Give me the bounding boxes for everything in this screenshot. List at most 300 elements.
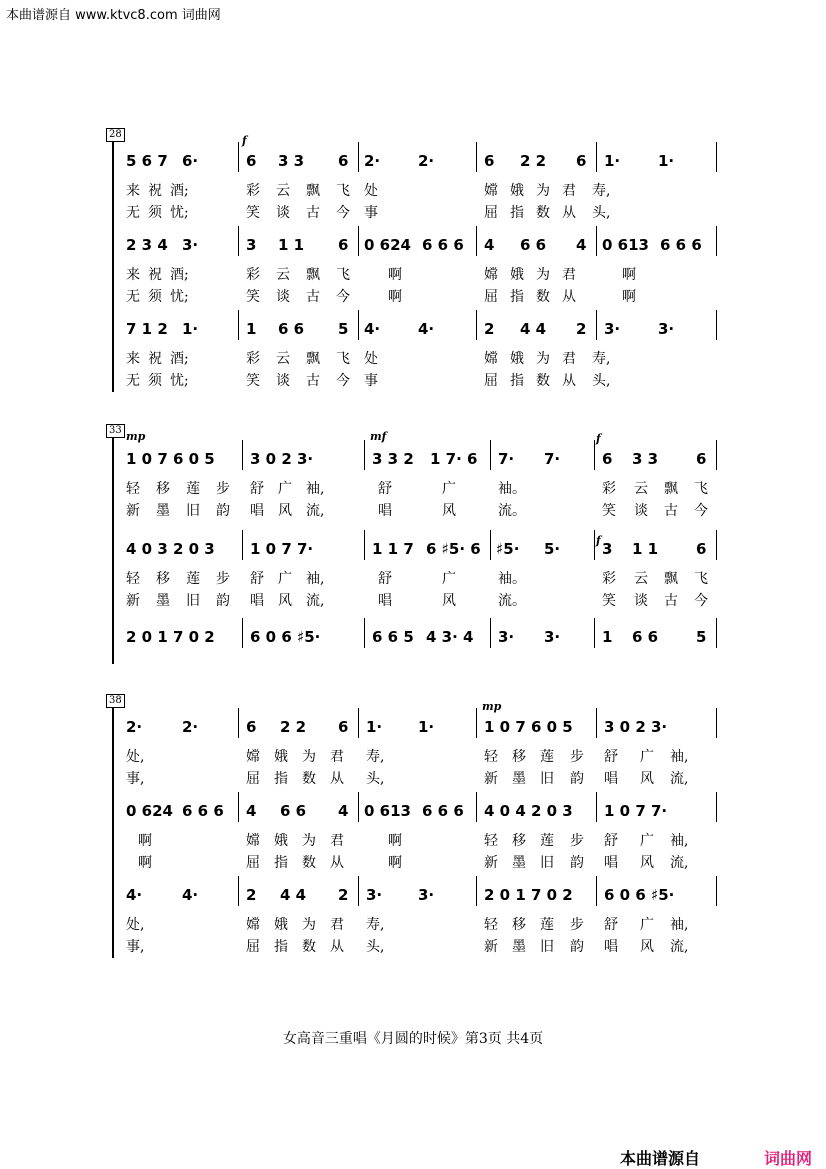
lyric-char: 风 bbox=[640, 939, 654, 955]
note-group: 2 bbox=[576, 320, 587, 338]
dynamic-marking: mp bbox=[126, 430, 146, 443]
barline bbox=[596, 142, 597, 172]
lyric-char: 风 bbox=[278, 593, 292, 609]
note-group: 3· bbox=[658, 320, 675, 338]
lyric-char: 祝 bbox=[148, 267, 162, 283]
lyric-char: 新 bbox=[126, 503, 140, 519]
note-group: 4 4 bbox=[280, 886, 307, 904]
lyric-char: 处 bbox=[364, 351, 378, 367]
lyric-char: 数 bbox=[536, 205, 550, 221]
lyric-char: 彩 bbox=[602, 571, 616, 587]
note-group: 2 2 bbox=[280, 718, 307, 736]
system-bracket bbox=[108, 438, 122, 664]
barline bbox=[238, 142, 239, 172]
lyric-char: 风 bbox=[640, 771, 654, 787]
lyric-char: 娥 bbox=[510, 183, 524, 199]
note-group: 1 0 7 6 0 5 bbox=[484, 718, 573, 736]
note-group: 4 4 bbox=[520, 320, 547, 338]
voice-2-lyrics-1 bbox=[126, 830, 726, 848]
lyric-char: 酒; bbox=[170, 267, 189, 283]
lyric-char: 数 bbox=[302, 855, 316, 871]
lyric-char: 轻 bbox=[126, 571, 140, 587]
lyric-char: 嫦 bbox=[484, 267, 498, 283]
lyric-char: 君 bbox=[562, 183, 576, 199]
barline bbox=[238, 708, 239, 738]
lyric-char: 飞 bbox=[694, 481, 708, 497]
system-3 bbox=[108, 694, 720, 964]
barline bbox=[364, 440, 365, 470]
lyric-char: 啊 bbox=[388, 833, 402, 849]
lyric-char: 啊 bbox=[622, 289, 636, 305]
lyric-char: 飞 bbox=[694, 571, 708, 587]
voice-2-lyrics-1 bbox=[126, 264, 726, 282]
lyric-char: 娥 bbox=[274, 917, 288, 933]
lyric-char: 事 bbox=[364, 205, 378, 221]
barline bbox=[490, 618, 491, 648]
lyric-char: 寿, bbox=[366, 917, 385, 933]
lyric-char: 屈 bbox=[484, 205, 498, 221]
voice-1-lyrics-2 bbox=[126, 500, 726, 518]
lyric-char: 新 bbox=[126, 593, 140, 609]
note-group: 3· bbox=[182, 236, 199, 254]
lyric-char: 旧 bbox=[540, 939, 554, 955]
barline bbox=[238, 226, 239, 256]
lyric-char: 君 bbox=[562, 351, 576, 367]
voice-1-lyrics-1 bbox=[126, 746, 726, 764]
lyric-char: 从 bbox=[562, 373, 576, 389]
lyric-char: 祝 bbox=[148, 183, 162, 199]
lyric-char: 广 bbox=[640, 833, 654, 849]
lyric-char: 啊 bbox=[622, 267, 636, 283]
lyric-char: 莲 bbox=[186, 571, 200, 587]
voice-2-lyrics-2 bbox=[126, 852, 726, 870]
lyric-char: 彩 bbox=[602, 481, 616, 497]
lyric-char: 舒 bbox=[604, 917, 618, 933]
barline bbox=[594, 530, 595, 560]
lyric-char: 步 bbox=[570, 917, 584, 933]
note-group: 0 613 bbox=[364, 802, 411, 820]
lyric-char: 飞 bbox=[336, 351, 350, 367]
barline bbox=[358, 876, 359, 906]
lyric-char: 君 bbox=[330, 833, 344, 849]
note-group: 6 bbox=[576, 152, 587, 170]
barline bbox=[238, 310, 239, 340]
lyric-char: 谈 bbox=[276, 205, 290, 221]
lyric-char: 从 bbox=[330, 855, 344, 871]
note-group: 3· bbox=[604, 320, 621, 338]
lyric-char: 屈 bbox=[246, 771, 260, 787]
note-group: 6 6 6 bbox=[660, 236, 702, 254]
lyric-char: 袖, bbox=[306, 481, 325, 497]
note-group: 6 6 5 bbox=[372, 628, 414, 646]
note-group: 2 bbox=[246, 886, 257, 904]
lyric-char: 舒 bbox=[250, 481, 264, 497]
lyric-char: 舒 bbox=[604, 749, 618, 765]
lyric-char: 唱 bbox=[604, 939, 618, 955]
lyric-char: 步 bbox=[216, 481, 230, 497]
barline bbox=[476, 876, 477, 906]
lyric-char: 墨 bbox=[512, 939, 526, 955]
note-group: 1 0 7 6 0 5 bbox=[126, 450, 215, 468]
lyric-char: 事 bbox=[364, 373, 378, 389]
lyric-char: 风 bbox=[442, 593, 456, 609]
note-group: 3· bbox=[498, 628, 515, 646]
page-caption: 女高音三重唱《月圆的时候》第3页 共4页 bbox=[282, 1031, 544, 1047]
lyric-char: 从 bbox=[562, 289, 576, 305]
lyric-char: 啊 bbox=[388, 855, 402, 871]
system-2 bbox=[108, 424, 720, 664]
barline bbox=[716, 440, 717, 470]
lyric-char: 指 bbox=[510, 205, 524, 221]
note-group: 6 bbox=[246, 718, 257, 736]
note-group: 1 0 7 7· bbox=[250, 540, 314, 558]
voice-2-notes bbox=[126, 540, 720, 562]
barline bbox=[716, 142, 717, 172]
note-group: 0 624 bbox=[364, 236, 411, 254]
lyric-char: 指 bbox=[510, 373, 524, 389]
lyric-char: 谈 bbox=[276, 289, 290, 305]
lyric-char: 袖, bbox=[670, 917, 689, 933]
lyric-char: 啊 bbox=[388, 267, 402, 283]
lyric-char: 飘 bbox=[664, 481, 678, 497]
note-group: 6 bbox=[338, 152, 349, 170]
lyric-char: 唱 bbox=[604, 771, 618, 787]
lyric-char: 新 bbox=[484, 771, 498, 787]
lyric-char: 来 bbox=[126, 351, 140, 367]
lyric-char: 风 bbox=[442, 503, 456, 519]
lyric-char: 为 bbox=[302, 749, 316, 765]
watermark-right: 词曲网 bbox=[764, 1149, 813, 1168]
lyric-char: 流。 bbox=[498, 593, 526, 609]
dynamic-marking: f bbox=[596, 432, 601, 445]
barline bbox=[242, 530, 243, 560]
note-group: 3 0 2 3· bbox=[604, 718, 668, 736]
lyric-char: 步 bbox=[570, 749, 584, 765]
lyric-char: 广 bbox=[278, 481, 292, 497]
lyric-char: 从 bbox=[330, 771, 344, 787]
note-group: 1· bbox=[658, 152, 675, 170]
note-group: 2 2 bbox=[520, 152, 547, 170]
lyric-char: 古 bbox=[306, 373, 320, 389]
note-group: 1 1 bbox=[632, 540, 659, 558]
barline bbox=[238, 792, 239, 822]
note-group: 2 0 1 7 0 2 bbox=[126, 628, 215, 646]
lyric-char: 广 bbox=[442, 481, 456, 497]
lyric-char: 君 bbox=[562, 267, 576, 283]
lyric-char: 流, bbox=[306, 593, 325, 609]
lyric-char: 飞 bbox=[336, 267, 350, 283]
note-group: 3 3 bbox=[632, 450, 659, 468]
dynamic-marking: f bbox=[596, 534, 601, 547]
lyric-char: 唱 bbox=[378, 593, 392, 609]
lyric-char: 忧; bbox=[170, 373, 189, 389]
note-group: 1 7· 6 bbox=[430, 450, 478, 468]
note-group: 3 3 2 bbox=[372, 450, 414, 468]
lyric-char: 头, bbox=[366, 939, 385, 955]
note-group: 6 6 6 bbox=[182, 802, 224, 820]
note-group: 3 0 2 3· bbox=[250, 450, 314, 468]
system-bracket bbox=[108, 708, 122, 958]
lyric-char: 娥 bbox=[510, 267, 524, 283]
note-group: 6 bbox=[602, 450, 613, 468]
lyric-char: 谈 bbox=[634, 503, 648, 519]
note-group: 1· bbox=[366, 718, 383, 736]
note-group: 6 bbox=[246, 152, 257, 170]
barline bbox=[364, 618, 365, 648]
lyric-char: 云 bbox=[276, 351, 290, 367]
barline bbox=[594, 440, 595, 470]
lyric-char: 嫦 bbox=[246, 917, 260, 933]
note-group: 6 bbox=[484, 152, 495, 170]
lyric-char: 云 bbox=[634, 481, 648, 497]
note-group: 1· bbox=[604, 152, 621, 170]
lyric-char: 须 bbox=[148, 205, 162, 221]
barline bbox=[358, 792, 359, 822]
lyric-char: 从 bbox=[562, 205, 576, 221]
voice-3-notes bbox=[126, 628, 720, 650]
note-group: 2· bbox=[418, 152, 435, 170]
note-group: 7 1 2 bbox=[126, 320, 168, 338]
lyric-char: 头, bbox=[592, 373, 611, 389]
lyric-char: 轻 bbox=[484, 833, 498, 849]
barline bbox=[596, 792, 597, 822]
barline bbox=[716, 876, 717, 906]
lyric-char: 墨 bbox=[512, 855, 526, 871]
lyric-char: 笑 bbox=[246, 373, 260, 389]
note-group: 6 6 6 bbox=[422, 802, 464, 820]
lyric-char: 来 bbox=[126, 183, 140, 199]
barline bbox=[476, 708, 477, 738]
note-group: 5 6 7 bbox=[126, 152, 168, 170]
barline bbox=[596, 310, 597, 340]
lyric-char: 流, bbox=[670, 855, 689, 871]
barline bbox=[476, 142, 477, 172]
lyric-char: 墨 bbox=[512, 771, 526, 787]
lyric-char: 韵 bbox=[570, 855, 584, 871]
lyric-char: 数 bbox=[302, 771, 316, 787]
lyric-char: 娥 bbox=[510, 351, 524, 367]
note-group: 0 613 bbox=[602, 236, 649, 254]
lyric-char: 袖。 bbox=[498, 481, 526, 497]
voice-1-notes bbox=[126, 152, 720, 174]
note-group: 2· bbox=[364, 152, 381, 170]
note-group: 4 bbox=[484, 236, 495, 254]
lyric-char: 指 bbox=[274, 771, 288, 787]
lyric-char: 新 bbox=[484, 939, 498, 955]
voice-1-notes bbox=[126, 718, 720, 740]
barline bbox=[476, 226, 477, 256]
barline bbox=[476, 792, 477, 822]
lyric-char: 指 bbox=[274, 855, 288, 871]
measure-number: 28 bbox=[106, 128, 125, 142]
lyric-char: 笑 bbox=[602, 503, 616, 519]
lyric-char: 处 bbox=[364, 183, 378, 199]
lyric-char: 云 bbox=[276, 267, 290, 283]
note-group: 4· bbox=[418, 320, 435, 338]
lyric-char: 寿, bbox=[592, 351, 611, 367]
lyric-char: 古 bbox=[664, 503, 678, 519]
lyric-char: 无 bbox=[126, 205, 140, 221]
lyric-char: 飞 bbox=[336, 183, 350, 199]
note-group: 6 6 bbox=[280, 802, 307, 820]
lyric-char: 飘 bbox=[306, 267, 320, 283]
lyric-char: 笑 bbox=[246, 205, 260, 221]
lyric-char: 嫦 bbox=[484, 351, 498, 367]
lyric-char: 寿, bbox=[592, 183, 611, 199]
barline bbox=[716, 530, 717, 560]
barline bbox=[716, 792, 717, 822]
lyric-char: 移 bbox=[512, 749, 526, 765]
lyric-char: 莲 bbox=[540, 917, 554, 933]
lyric-char: 彩 bbox=[246, 351, 260, 367]
barline bbox=[716, 226, 717, 256]
barline bbox=[358, 708, 359, 738]
note-group: ♯5· bbox=[496, 540, 520, 558]
lyric-char: 古 bbox=[306, 205, 320, 221]
lyric-char: 处, bbox=[126, 749, 145, 765]
lyric-char: 为 bbox=[302, 917, 316, 933]
lyric-char: 流。 bbox=[498, 503, 526, 519]
barline bbox=[596, 708, 597, 738]
lyric-char: 数 bbox=[302, 939, 316, 955]
voice-3-notes bbox=[126, 886, 720, 908]
note-group: 6 0 6 ♯5· bbox=[604, 886, 675, 904]
lyric-char: 酒; bbox=[170, 351, 189, 367]
lyric-char: 来 bbox=[126, 267, 140, 283]
note-group: 1· bbox=[182, 320, 199, 338]
lyric-char: 韵 bbox=[216, 503, 230, 519]
lyric-char: 舒 bbox=[378, 481, 392, 497]
site-header: 本曲谱源自 www.ktvc8.com 词曲网 bbox=[6, 8, 221, 23]
lyric-char: 袖, bbox=[306, 571, 325, 587]
lyric-char: 酒; bbox=[170, 183, 189, 199]
note-group: 1 0 7 7· bbox=[604, 802, 668, 820]
note-group: 6 6 bbox=[632, 628, 659, 646]
lyric-char: 今 bbox=[336, 289, 350, 305]
lyric-char: 嫦 bbox=[246, 833, 260, 849]
voice-3-lyrics-2 bbox=[126, 936, 726, 954]
note-group: 4· bbox=[364, 320, 381, 338]
note-group: 3· bbox=[366, 886, 383, 904]
lyric-char: 屈 bbox=[246, 939, 260, 955]
lyric-char: 流, bbox=[670, 771, 689, 787]
lyric-char: 头, bbox=[366, 771, 385, 787]
note-group: 6 6 bbox=[520, 236, 547, 254]
voice-1-notes bbox=[126, 450, 720, 472]
barline bbox=[490, 440, 491, 470]
lyric-char: 舒 bbox=[378, 571, 392, 587]
lyric-char: 莲 bbox=[186, 481, 200, 497]
barline bbox=[358, 142, 359, 172]
note-group: 6 bbox=[696, 540, 707, 558]
note-group: 3 3 bbox=[278, 152, 305, 170]
system-1 bbox=[108, 128, 720, 398]
lyric-char: 风 bbox=[278, 503, 292, 519]
lyric-char: 今 bbox=[336, 205, 350, 221]
note-group: 4· bbox=[182, 886, 199, 904]
lyric-char: 古 bbox=[306, 289, 320, 305]
lyric-char: 云 bbox=[634, 571, 648, 587]
lyric-char: 流, bbox=[670, 939, 689, 955]
lyric-char: 舒 bbox=[604, 833, 618, 849]
lyric-char: 娥 bbox=[274, 749, 288, 765]
voice-2-lyrics-2 bbox=[126, 590, 726, 608]
lyric-char: 屈 bbox=[484, 289, 498, 305]
voice-2-notes bbox=[126, 236, 720, 258]
note-group: 6 bbox=[338, 718, 349, 736]
voice-3-lyrics-1 bbox=[126, 348, 726, 366]
voice-3-lyrics-2 bbox=[126, 370, 726, 388]
barline bbox=[358, 226, 359, 256]
lyric-char: 今 bbox=[694, 503, 708, 519]
measure-number: 38 bbox=[106, 694, 125, 708]
lyric-char: 唱 bbox=[604, 855, 618, 871]
voice-1-lyrics-2 bbox=[126, 202, 726, 220]
barline bbox=[364, 530, 365, 560]
lyric-char: 韵 bbox=[570, 939, 584, 955]
lyric-char: 笑 bbox=[246, 289, 260, 305]
lyric-char: 屈 bbox=[246, 855, 260, 871]
note-group: 2 bbox=[484, 320, 495, 338]
lyric-char: 须 bbox=[148, 373, 162, 389]
lyric-char: 轻 bbox=[484, 917, 498, 933]
lyric-char: 袖, bbox=[670, 833, 689, 849]
lyric-char: 娥 bbox=[274, 833, 288, 849]
lyric-char: 古 bbox=[664, 593, 678, 609]
note-group: 5 bbox=[696, 628, 707, 646]
lyric-char: 旧 bbox=[186, 593, 200, 609]
lyric-char: 彩 bbox=[246, 183, 260, 199]
voice-1-lyrics-1 bbox=[126, 478, 726, 496]
note-group: 2 bbox=[338, 886, 349, 904]
lyric-char: 轻 bbox=[126, 481, 140, 497]
lyric-char: 谈 bbox=[276, 373, 290, 389]
note-group: 3 bbox=[602, 540, 613, 558]
barline bbox=[716, 310, 717, 340]
lyric-char: 旧 bbox=[186, 503, 200, 519]
voice-3-notes bbox=[126, 320, 720, 342]
lyric-char: 处, bbox=[126, 917, 145, 933]
lyric-char: 移 bbox=[156, 571, 170, 587]
lyric-char: 谈 bbox=[634, 593, 648, 609]
note-group: 3· bbox=[544, 628, 561, 646]
lyric-char: 广 bbox=[640, 749, 654, 765]
voice-2-lyrics-2 bbox=[126, 286, 726, 304]
note-group: 2 3 4 bbox=[126, 236, 168, 254]
barline bbox=[596, 876, 597, 906]
note-group: 6 bbox=[696, 450, 707, 468]
barline bbox=[238, 876, 239, 906]
lyric-char: 飘 bbox=[664, 571, 678, 587]
lyric-char: 唱 bbox=[250, 503, 264, 519]
lyric-char: 旧 bbox=[540, 855, 554, 871]
barline bbox=[596, 226, 597, 256]
lyric-char: 飘 bbox=[306, 183, 320, 199]
lyric-char: 舒 bbox=[250, 571, 264, 587]
lyric-char: 嫦 bbox=[246, 749, 260, 765]
barline bbox=[242, 618, 243, 648]
lyric-char: 寿, bbox=[366, 749, 385, 765]
note-group: 4 bbox=[576, 236, 587, 254]
note-group: 1· bbox=[418, 718, 435, 736]
lyric-char: 彩 bbox=[246, 267, 260, 283]
lyric-char: 莲 bbox=[540, 749, 554, 765]
lyric-char: 为 bbox=[536, 267, 550, 283]
voice-3-lyrics-1 bbox=[126, 914, 726, 932]
note-group: 4 0 3 2 0 3 bbox=[126, 540, 215, 558]
lyric-char: 步 bbox=[216, 571, 230, 587]
lyric-char: 须 bbox=[148, 289, 162, 305]
